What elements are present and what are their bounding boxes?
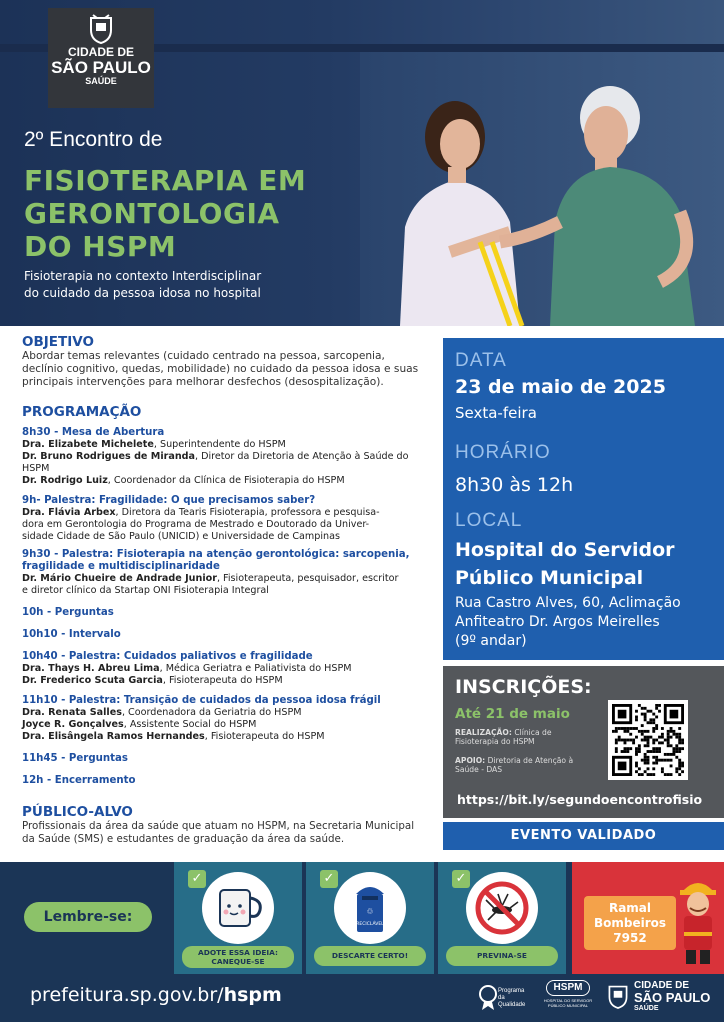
speaker-name: Dra. Renata Salles bbox=[22, 707, 122, 718]
logo-line1: CIDADE DE bbox=[67, 45, 134, 59]
program-title: 11h10 - Palestra: Transição de cuidados da pessoa idosa frágil bbox=[22, 695, 381, 706]
quality-seal-icon bbox=[478, 982, 498, 1010]
check-icon: ✓ bbox=[452, 870, 470, 888]
ramal-bombeiros-badge bbox=[584, 896, 676, 950]
program-title: 12h - Encerramento bbox=[22, 775, 136, 786]
address-line: Rua Castro Alves, 60, Aclimação bbox=[455, 595, 681, 611]
program-speaker bbox=[22, 475, 436, 487]
publico-heading: PÚBLICO-ALVO bbox=[22, 804, 133, 820]
programa-line: Programa da bbox=[498, 988, 525, 1001]
local-name-line: Hospital do Servidor bbox=[455, 539, 675, 561]
speaker-role: , Diretora da Tearis Fisioterapia, professora e pesquisa- bbox=[115, 507, 380, 518]
program-speaker bbox=[22, 663, 436, 675]
programacao-list bbox=[22, 419, 436, 787]
speaker-role: sidade Cidade de São Paulo (UNICID) e Universidade de Campinas bbox=[22, 531, 340, 542]
tile-caption: DESCARTE CERTO! bbox=[314, 946, 426, 966]
text-line: Abordar temas relevantes (cuidado centrado na pessoa, sarcopenia, bbox=[22, 350, 385, 362]
local-name bbox=[455, 536, 675, 592]
event-subtitle bbox=[24, 268, 261, 302]
speaker-role: e diretor clínico da Startap ONI Fisioterapia Integral bbox=[22, 585, 269, 596]
program-block bbox=[22, 651, 436, 687]
qr-code-icon bbox=[612, 704, 684, 776]
evento-validado-badge: EVENTO VALIDADO bbox=[443, 822, 724, 850]
text-line: declínio cognitivo, quedas, mobilidade) no cuidado da pessoa idosa e suas bbox=[22, 363, 419, 375]
svg-text:♲: ♲ bbox=[366, 907, 374, 916]
title-line: GERONTOLOGIA bbox=[24, 197, 280, 230]
program-speaker bbox=[22, 719, 436, 731]
program-block bbox=[22, 495, 436, 543]
event-info-panel bbox=[443, 338, 724, 660]
programacao-heading: PROGRAMAÇÃO bbox=[22, 404, 142, 420]
qr-code[interactable] bbox=[608, 700, 688, 780]
program-speaker bbox=[22, 585, 436, 597]
program-title: fragilidade e multidisciplinaridade bbox=[22, 561, 220, 572]
program-block bbox=[22, 427, 436, 487]
text-line: principais intervenções para melhorar desfechos (desospitalização). bbox=[22, 376, 384, 388]
caption-line: CANEQUE-SE bbox=[211, 957, 265, 966]
speaker-name: Dra. Flávia Arbex bbox=[22, 507, 116, 518]
program-title: 9h- Palestra: Fragilidade: O que precisamos saber? bbox=[22, 495, 316, 506]
speaker-role: , Fisioterapeuta do HSPM bbox=[162, 675, 283, 686]
address-line: (9º andar) bbox=[455, 633, 527, 649]
program-title: 10h10 - Intervalo bbox=[22, 629, 121, 640]
programa-qualidade-logo bbox=[478, 980, 530, 1014]
program-block bbox=[22, 549, 436, 597]
tile-caneca bbox=[174, 862, 302, 974]
address-line: Anfiteatro Dr. Argos Meirelles bbox=[455, 614, 660, 630]
hspm-sub-line: PÚBLICO MUNICIPAL bbox=[547, 1003, 589, 1008]
apoio-label: APOIO: bbox=[455, 756, 486, 765]
data-label: DATA bbox=[455, 350, 507, 371]
data-day: Sexta-feira bbox=[455, 404, 537, 422]
publico-text bbox=[22, 820, 436, 846]
horario-value: 8h30 às 12h bbox=[455, 474, 574, 496]
edition-label: 2º Encontro de bbox=[24, 128, 163, 151]
tile-dengue bbox=[438, 862, 566, 974]
hspm-logo bbox=[540, 978, 596, 1014]
speaker-name: Dra. Thays H. Abreu Lima bbox=[22, 663, 160, 674]
title-line: FISIOTERAPIA EM bbox=[24, 164, 307, 197]
speaker-name: Dr. Mário Chueire de Andrade Junior bbox=[22, 573, 217, 584]
registration-link[interactable]: https://bit.ly/segundoencontrofisio bbox=[457, 792, 703, 807]
subtitle-line: do cuidado da pessoa idosa no hospital bbox=[24, 286, 261, 300]
city-seal-icon bbox=[606, 982, 630, 1010]
caption-line: ADOTE ESSA IDEIA: bbox=[198, 948, 278, 957]
tile-caption: PREVINA-SE bbox=[446, 946, 558, 966]
program-title: 11h45 - Perguntas bbox=[22, 753, 128, 764]
realizacao-line: Clínica de bbox=[511, 728, 552, 737]
program-speaker bbox=[22, 731, 436, 743]
speaker-role: , Coordenadora da Geriatria do HSPM bbox=[121, 707, 302, 718]
city-line3: SAÚDE bbox=[634, 1005, 659, 1012]
program-block bbox=[22, 607, 436, 619]
site-prefix: prefeitura.sp.gov.br/ bbox=[30, 984, 224, 1006]
program-speaker bbox=[22, 507, 436, 519]
footer-city-text bbox=[634, 980, 710, 1013]
subtitle-line: Fisioterapia no contexto Interdisciplinar bbox=[24, 269, 262, 283]
speaker-role: dora em Gerontologia do Programa de Mestrado e Doutorado da Univer- bbox=[22, 519, 370, 530]
check-icon: ✓ bbox=[188, 870, 206, 888]
city-logo bbox=[48, 8, 154, 108]
program-speaker bbox=[22, 675, 436, 687]
horario-label: HORÁRIO bbox=[455, 442, 551, 463]
program-title: 10h40 - Palestra: Cuidados paliativos e fragilidade bbox=[22, 651, 313, 662]
program-speaker bbox=[22, 531, 436, 543]
ramal-line: Ramal bbox=[608, 901, 652, 915]
program-speaker bbox=[22, 451, 436, 475]
speaker-role: , Médica Geriatra e Paliativista do HSPM bbox=[159, 663, 352, 674]
website-link[interactable] bbox=[30, 984, 282, 1006]
apoio-line: Diretoria de Atenção à bbox=[485, 756, 574, 765]
hspm-wordmark: HSPM bbox=[546, 980, 590, 996]
text-line: Profissionais da área da saúde que atuam no HSPM, na Secretaria Municipal bbox=[22, 820, 415, 832]
text-line: da Saúde (SMS) e estudantes de graduação da área da saúde. bbox=[22, 833, 345, 845]
program-block bbox=[22, 695, 436, 743]
firefighter-icon bbox=[676, 874, 720, 966]
program-speaker bbox=[22, 707, 436, 719]
bin-label: RECICLÁVEL bbox=[356, 922, 384, 927]
program-block bbox=[22, 629, 436, 641]
tile-lixeira bbox=[306, 862, 434, 974]
program-speaker bbox=[22, 519, 436, 531]
inscricoes-heading: INSCRIÇÕES: bbox=[455, 676, 592, 698]
speaker-name: Dr. Rodrigo Luiz bbox=[22, 475, 108, 486]
program-block bbox=[22, 753, 436, 765]
apoio-text bbox=[455, 756, 605, 774]
data-value: 23 de maio de 2025 bbox=[455, 376, 666, 398]
speaker-role: , Fisioterapeuta do HSPM bbox=[204, 731, 325, 742]
footer-city-logo bbox=[606, 978, 716, 1018]
program-speaker bbox=[22, 439, 436, 451]
speaker-name: Dra. Elisângela Ramos Hernandes bbox=[22, 731, 205, 742]
hspm-sub bbox=[540, 998, 596, 1008]
event-title bbox=[24, 164, 306, 263]
ramal-line: 7952 bbox=[613, 931, 647, 945]
realizacao-label: REALIZAÇÃO: bbox=[455, 728, 512, 737]
speaker-name: Joyce R. Gonçalves bbox=[22, 719, 124, 730]
city-seal-icon bbox=[87, 14, 115, 44]
local-label: LOCAL bbox=[455, 510, 523, 531]
speaker-role: , Superintendente do HSPM bbox=[153, 439, 286, 450]
speaker-role: , Assistente Social do HSPM bbox=[123, 719, 257, 730]
city-line2: SÃO PAULO bbox=[634, 990, 711, 1005]
tile-caption bbox=[182, 946, 294, 968]
title-line: DO HSPM bbox=[24, 230, 177, 263]
ramal-line: Bombeiros bbox=[593, 916, 667, 930]
logo-line2: SÃO PAULO bbox=[51, 58, 151, 77]
program-title: 9h30 - Palestra: Fisioterapia na atenção gerontológica: sarcopenia, bbox=[22, 549, 410, 560]
city-line1: CIDADE DE bbox=[634, 980, 690, 991]
mug-icon bbox=[218, 886, 264, 930]
header-photo bbox=[360, 52, 724, 326]
speaker-name: Dra. Elizabete Michelete bbox=[22, 439, 154, 450]
objetivo-text bbox=[22, 350, 436, 389]
lembre-label: Lembre-se: bbox=[24, 902, 152, 932]
objetivo-heading: OBJETIVO bbox=[22, 334, 94, 350]
speaker-role: , Diretor da Diretoria de Atenção à Saúde do HSPM bbox=[22, 451, 409, 474]
speaker-name: Dr. Bruno Rodrigues de Miranda bbox=[22, 451, 195, 462]
programa-line: Qualidade bbox=[498, 1002, 526, 1008]
speaker-role: , Fisioterapeuta, pesquisador, escritor bbox=[216, 573, 399, 584]
program-speaker bbox=[22, 573, 436, 585]
speaker-role: , Coordenador da Clínica de Fisioterapia do HSPM bbox=[107, 475, 345, 486]
apoio-line: Saúde - DAS bbox=[455, 765, 503, 774]
check-icon: ✓ bbox=[320, 870, 338, 888]
program-title: 10h - Perguntas bbox=[22, 607, 114, 618]
inscricoes-deadline: Até 21 de maio bbox=[455, 706, 570, 722]
programa-text bbox=[498, 988, 530, 1009]
hspm-sub-line: HOSPITAL DO SERVIDOR bbox=[543, 998, 593, 1003]
program-title: 8h30 - Mesa de Abertura bbox=[22, 427, 165, 438]
local-name-line: Público Municipal bbox=[455, 567, 644, 589]
speaker-name: Dr. Frederico Scuta Garcia bbox=[22, 675, 163, 686]
realizacao-line: Fisioterapia do HSPM bbox=[455, 737, 535, 746]
local-address bbox=[455, 594, 681, 651]
realizacao-text bbox=[455, 728, 605, 746]
program-block bbox=[22, 775, 436, 787]
logo-line3: SAÚDE bbox=[85, 76, 117, 86]
mosquito-prohibited-icon bbox=[474, 880, 530, 936]
site-suffix: hspm bbox=[223, 984, 282, 1006]
